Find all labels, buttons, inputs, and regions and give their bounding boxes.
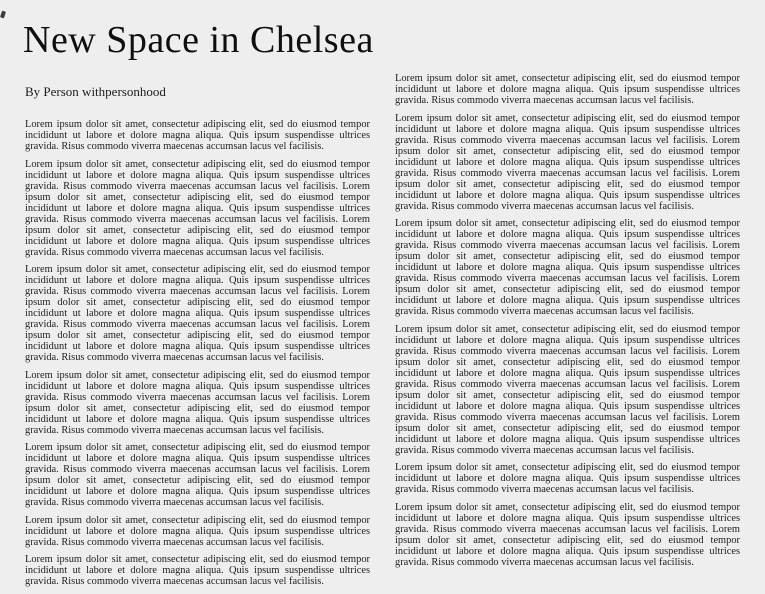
article-paragraph: Lorem ipsum dolor sit amet, consectetur adipiscing elit, sed do eiusmod tempor incididunt ut labore et dolore magna aliqua. Quis ipsum suspendisse ultrices gravida. Risus commodo viverra maecenas accumsan lacus vel facilisis.	[25, 119, 370, 152]
article-right-column	[395, 73, 740, 574]
article-paragraph: Lorem ipsum dolor sit amet, consectetur adipiscing elit, sed do eiusmod tempor incididunt ut labore et dolore magna aliqua. Quis ipsum suspendisse ultrices gravida. Risus commodo viverra maecenas accumsan lacus vel facilisis.	[395, 462, 740, 495]
article-paragraph: Lorem ipsum dolor sit amet, consectetur adipiscing elit, sed do eiusmod tempor incididunt ut labore et dolore magna aliqua. Quis ipsum suspendisse ultrices gravida. Risus commodo viverra maecenas accumsan lacus vel facilisis.	[25, 554, 370, 587]
article-paragraph: Lorem ipsum dolor sit amet, consectetur adipiscing elit, sed do eiusmod tempor incididunt ut labore et dolore magna aliqua. Quis ipsum suspendisse ultrices gravida. Risus commodo viverra maecenas accumsan lacus vel facilisis. Lorem ipsum dolor sit amet, consectetur adipiscing elit, sed do eiusmod tempor incididunt ut labore et dolore magna aliqua. Quis ipsum suspendisse ultrices gravida. Risus commodo viverra maecenas accumsan lacus vel facilisis. Lorem ipsum dolor sit amet, consectetur adipiscing elit, sed do eiusmod tempor incididunt ut labore et dolore magna aliqua. Quis ipsum suspendisse ultrices gravida. Risus commodo viverra maecenas accumsan lacus vel facilisis.	[395, 112, 740, 212]
article-paragraph: Lorem ipsum dolor sit amet, consectetur adipiscing elit, sed do eiusmod tempor incididunt ut labore et dolore magna aliqua. Quis ipsum suspendisse ultrices gravida. Risus commodo viverra maecenas accumsan lacus vel facilisis.	[25, 514, 370, 548]
article-paragraph: Lorem ipsum dolor sit amet, consectetur adipiscing elit, sed do eiusmod tempor incididunt ut labore et dolore magna aliqua. Quis ipsum suspendisse ultrices gravida. Risus commodo viverra maecenas accumsan lacus vel facilisis. Lorem ipsum dolor sit amet, consectetur adipiscing elit, sed do eiusmod tempor incididunt ut labore et dolore magna aliqua. Quis ipsum suspendisse ultrices gravida. Risus commodo viverra maecenas accumsan lacus vel facilisis.	[395, 501, 740, 568]
article-paragraph: Lorem ipsum dolor sit amet, consectetur adipiscing elit, sed do eiusmod tempor incididunt ut labore et dolore magna aliqua. Quis ipsum suspendisse ultrices gravida. Risus commodo viverra maecenas accumsan lacus vel facilisis. Lorem ipsum dolor sit amet, consectetur adipiscing elit, sed do eiusmod tempor incididunt ut labore et dolore magna aliqua. Quis ipsum suspendisse ultrices gravida. Risus commodo viverra maecenas accumsan lacus vel facilisis.	[25, 369, 370, 436]
article-paragraph: Lorem ipsum dolor sit amet, consectetur adipiscing elit, sed do eiusmod tempor incididunt ut labore et dolore magna aliqua. Quis ipsum suspendisse ultrices gravida. Risus commodo viverra maecenas accumsan lacus vel facilisis.	[395, 73, 740, 106]
article-paragraph: Lorem ipsum dolor sit amet, consectetur adipiscing elit, sed do eiusmod tempor incididunt ut labore et dolore magna aliqua. Quis ipsum suspendisse ultrices gravida. Risus commodo viverra maecenas accumsan lacus vel facilisis. Lorem ipsum dolor sit amet, consectetur adipiscing elit, sed do eiusmod tempor incididunt ut labore et dolore magna aliqua. Quis ipsum suspendisse ultrices gravida. Risus commodo viverra maecenas accumsan lacus vel facilisis.	[25, 442, 370, 508]
article-left-column	[25, 119, 370, 594]
article-paragraph: Lorem ipsum dolor sit amet, consectetur adipiscing elit, sed do eiusmod tempor incididunt ut labore et dolore magna aliqua. Quis ipsum suspendisse ultrices gravida. Risus commodo viverra maecenas accumsan lacus vel facilisis. Lorem ipsum dolor sit amet, consectetur adipiscing elit, sed do eiusmod tempor incididunt ut labore et dolore magna aliqua. Quis ipsum suspendisse ultrices gravida. Risus commodo viverra maecenas accumsan lacus vel facilisis. Lorem ipsum dolor sit amet, consectetur adipiscing elit, sed do eiusmod tempor incididunt ut labore et dolore magna aliqua. Quis ipsum suspendisse ultrices gravida. Risus commodo viverra maecenas accumsan lacus vel facilisis.	[25, 158, 370, 258]
article-paragraph: Lorem ipsum dolor sit amet, consectetur adipiscing elit, sed do eiusmod tempor incididunt ut labore et dolore magna aliqua. Quis ipsum suspendisse ultrices gravida. Risus commodo viverra maecenas accumsan lacus vel facilisis. Lorem ipsum dolor sit amet, consectetur adipiscing elit, sed do eiusmod tempor incididunt ut labore et dolore magna aliqua. Quis ipsum suspendisse ultrices gravida. Risus commodo viverra maecenas accumsan lacus vel facilisis. Lorem ipsum dolor sit amet, consectetur adipiscing elit, sed do eiusmod tempor incididunt ut labore et dolore magna aliqua. Quis ipsum suspendisse ultrices gravida. Risus commodo viverra maecenas accumsan lacus vel facilisis. Lorem ipsum dolor sit amet, consectetur adipiscing elit, sed do eiusmod tempor incididunt ut labore et dolore magna aliqua. Quis ipsum suspendisse ultrices gravida. Risus commodo viverra maecenas accumsan lacus vel facilisis.	[395, 323, 740, 456]
article-title: New Space in Chelsea	[23, 19, 374, 61]
article-byline: By Person withpersonhood	[25, 84, 166, 99]
scan-artifact	[0, 11, 6, 19]
article-paragraph: Lorem ipsum dolor sit amet, consectetur adipiscing elit, sed do eiusmod tempor incididunt ut labore et dolore magna aliqua. Quis ipsum suspendisse ultrices gravida. Risus commodo viverra maecenas accumsan lacus vel facilisis. Lorem ipsum dolor sit amet, consectetur adipiscing elit, sed do eiusmod tempor incididunt ut labore et dolore magna aliqua. Quis ipsum suspendisse ultrices gravida. Risus commodo viverra maecenas accumsan lacus vel facilisis. Lorem ipsum dolor sit amet, consectetur adipiscing elit, sed do eiusmod tempor incididunt ut labore et dolore magna aliqua. Quis ipsum suspendisse ultrices gravida. Risus commodo viverra maecenas accumsan lacus vel facilisis.	[395, 218, 740, 317]
article-paragraph: Lorem ipsum dolor sit amet, consectetur adipiscing elit, sed do eiusmod tempor incididunt ut labore et dolore magna aliqua. Quis ipsum suspendisse ultrices gravida. Risus commodo viverra maecenas accumsan lacus vel facilisis. Lorem ipsum dolor sit amet, consectetur adipiscing elit, sed do eiusmod tempor incididunt ut labore et dolore magna aliqua. Quis ipsum suspendisse ultrices gravida. Risus commodo viverra maecenas accumsan lacus vel facilisis. Lorem ipsum dolor sit amet, consectetur adipiscing elit, sed do eiusmod tempor incididunt ut labore et dolore magna aliqua. Quis ipsum suspendisse ultrices gravida. Risus commodo viverra maecenas accumsan lacus vel facilisis.	[25, 264, 370, 363]
